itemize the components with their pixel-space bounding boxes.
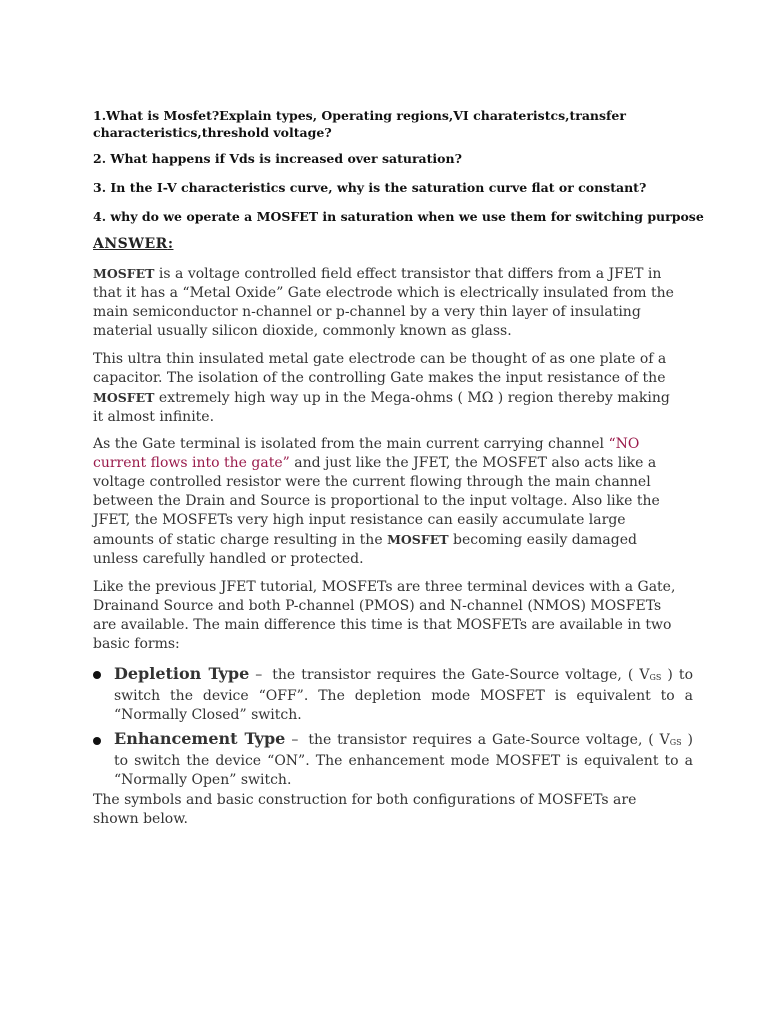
bullet-dot-icon bbox=[93, 671, 101, 679]
subscript-gs: GS bbox=[649, 673, 662, 682]
bullet-body: ) to switch the device “OFF”. The depletion mode MOSFET is equivalent to a “Normally Closed” switch. bbox=[114, 667, 693, 723]
bullet-enhancement-type bbox=[93, 729, 693, 790]
bullet-depletion-type bbox=[93, 664, 693, 725]
question-2: 2. What happens if Vds is increased over saturation? bbox=[93, 151, 462, 166]
bullet-text bbox=[114, 664, 693, 725]
bullet-dash: – bbox=[255, 667, 263, 683]
bullet-body: the transistor requires the Gate-Source voltage, ( V bbox=[272, 667, 650, 683]
question-1: 1.What is Mosfet?Explain types, Operating regions,VI charateristcs,transfer characteristics,threshold voltage? bbox=[93, 108, 626, 140]
answer-heading bbox=[93, 236, 173, 252]
paragraph-gate-terminal bbox=[93, 435, 683, 569]
subscript-gs: GS bbox=[669, 738, 682, 747]
paragraph-text: extremely high way up in the Mega-ohms ( MΩ ) region thereby making it almost infinite. bbox=[93, 390, 670, 425]
question-4: 4. why do we operate a MOSFET in saturation when we use them for switching purpose bbox=[93, 209, 704, 224]
bullet-text bbox=[114, 729, 693, 790]
paragraph-gate-electrode bbox=[93, 350, 683, 427]
bullet-dash: – bbox=[291, 732, 299, 748]
answer-colon: : bbox=[167, 236, 174, 252]
bullet-body: the transistor requires a Gate-Source voltage, ( V bbox=[308, 732, 670, 748]
paragraph-text: This ultra thin insulated metal gate electrode can be thought of as one plate of a capacitor. The isolation of the controlling Gate makes the input resistance of the bbox=[93, 351, 667, 386]
paragraph-text: As the Gate terminal is isolated from the main current carrying channel bbox=[93, 436, 609, 452]
paragraph-mosfet-definition bbox=[93, 264, 683, 341]
paragraph-symbols: The symbols and basic construction for both configurations of MOSFETs are shown below. bbox=[93, 792, 637, 827]
bullet-heading: Depletion Type bbox=[114, 664, 250, 683]
bullet-heading: Enhancement Type bbox=[114, 729, 286, 748]
term-mosfet: MOSFET bbox=[93, 390, 155, 405]
bullet-body: ) to switch the device “ON”. The enhancement mode MOSFET is equivalent to a “Normally Open” switch. bbox=[114, 732, 693, 788]
answer-label: ANSWER bbox=[93, 236, 168, 252]
highlight-no-current: “NO current flows into the gate” bbox=[93, 436, 640, 471]
question-3: 3. In the I-V characteristics curve, why is the saturation curve flat or constant? bbox=[93, 180, 647, 195]
paragraph-text: is a voltage controlled field effect transistor that differs from a JFET in that it has a “Metal Oxide” Gate electrode which is electrically insulated from the main semiconductor n-channel or p-channel by a very thin layer of insulating material usually silicon dioxide, commonly known as glass. bbox=[93, 266, 674, 339]
bullet-dot-icon bbox=[93, 737, 101, 745]
term-mosfet: MOSFET bbox=[387, 532, 449, 547]
paragraph-three-terminal: Like the previous JFET tutorial, MOSFETs are three terminal devices with a Gate, Drainand Source and both P-channel (PMOS) and N-channel (NMOS) MOSFETs are available. The main difference this time is that MOSFETs are available in two basic forms: bbox=[93, 579, 676, 652]
term-mosfet: MOSFET bbox=[93, 266, 155, 281]
paragraph-text: becoming easily damaged unless carefully handled or protected. bbox=[93, 532, 637, 567]
paragraph-text: and just like the JFET, the MOSFET also acts like a voltage controlled resistor were the current flowing through the main channel between the Drain and Source is proportional to the input voltage. Also like the JFET, the MOSFETs very high input resistance can easily accumulate large amounts of static charge resulting in the bbox=[93, 455, 660, 548]
